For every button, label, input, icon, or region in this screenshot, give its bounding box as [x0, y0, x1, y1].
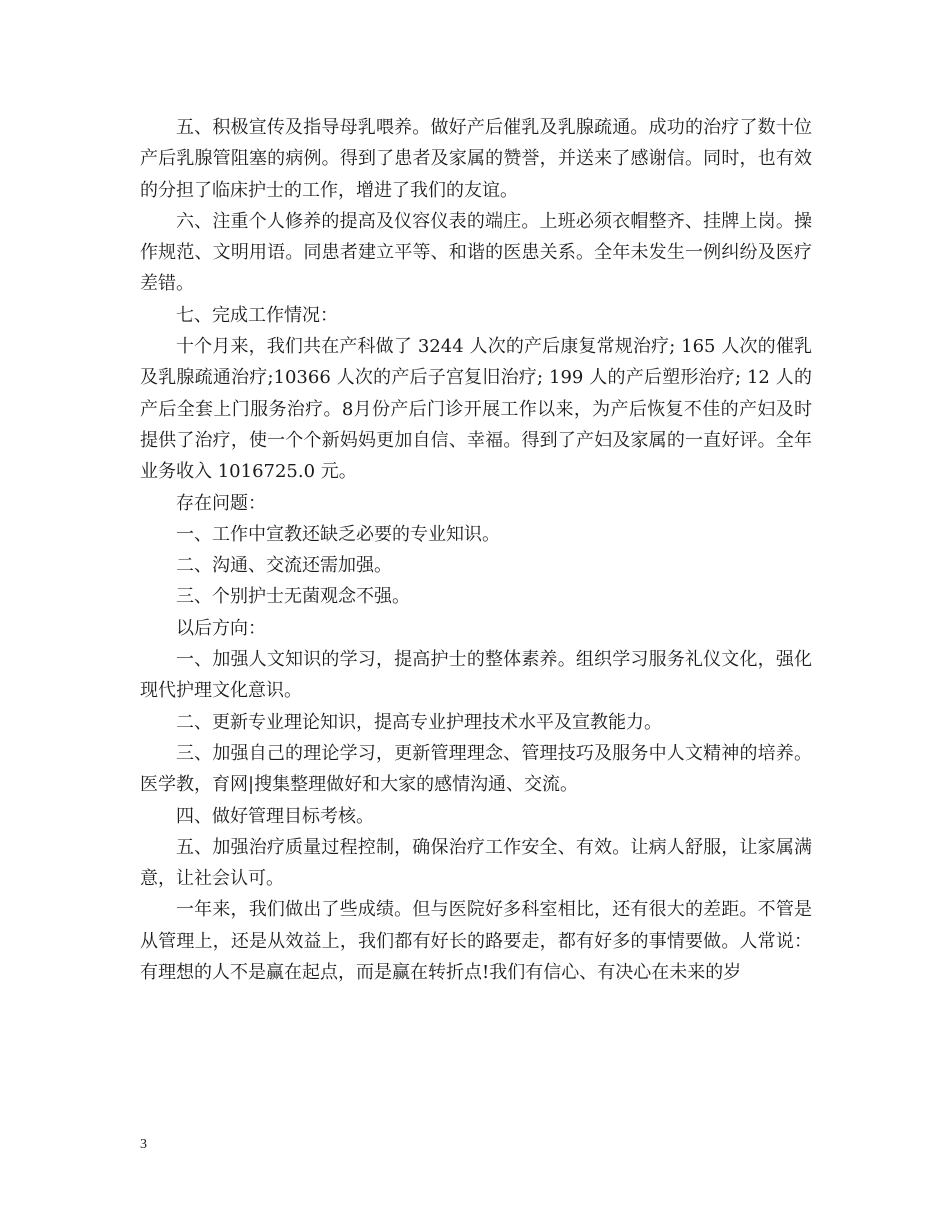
direction-item-4: 四、做好管理目标考核。: [176, 805, 374, 827]
paragraph-work-statistics: 十个月来，我们共在产科做了 3244 人次的产后康复常规治疗; 165 人次的催乳及乳腺疏通治疗;10366 人次的产后子宫复旧治疗; 199 人的产后塑形治疗; 12 人的产后全套上门服务治疗。8月份产后门诊开展工作以来，为产后恢复不佳的产妇及时提供了治疗，使一个个新妈妈更加自信、幸福。得到了产妇及家属的一直好评。全年业务收入 1016725.0 元。: [140, 336, 812, 483]
heading-future-direction: 以后方向：: [176, 617, 266, 639]
heading-work-completion: 七、完成工作情况：: [176, 304, 338, 326]
paragraph-personal-conduct: 六、注重个人修养的提高及仪容仪表的端庄。上班必须衣帽整齐、挂牌上岗。操作规范、文明用语。同患者建立平等、和谐的医患关系。全年未发生一例纠纷及医疗差错。: [140, 210, 812, 295]
document-body: [140, 112, 812, 988]
direction-item-5: 五、加强治疗质量过程控制，确保治疗工作安全、有效。让病人舒服，让家属满意，让社会认可。: [140, 836, 812, 890]
problem-item-1: 一、工作中宣教还缺乏必要的专业知识。: [176, 523, 500, 545]
paragraph-conclusion: 一年来，我们做出了些成绩。但与医院好多科室相比，还有很大的差距。不管是从管理上，还是从效益上，我们都有好长的路要走，都有好多的事情要做。人常说：有理想的人不是赢在起点，而是赢在转折点!我们有信心、有决心在未来的岁: [140, 899, 812, 984]
paragraph-breastfeeding: 五、积极宣传及指导母乳喂养。做好产后催乳及乳腺疏通。成功的治疗了数十位产后乳腺管阻塞的病例。得到了患者及家属的赞誉，并送来了感谢信。同时，也有效的分担了临床护士的工作，增进了我们的友谊。: [140, 117, 812, 201]
direction-item-2: 二、更新专业理论知识，提高专业护理技术水平及宣教能力。: [176, 711, 662, 733]
problem-item-3: 三、个别护士无菌观念不强。: [176, 586, 410, 608]
heading-existing-problems: 存在问题：: [176, 492, 266, 514]
problem-item-2: 二、沟通、交流还需加强。: [176, 555, 392, 577]
page-number: 3: [140, 1137, 147, 1152]
direction-item-1: 一、加强人文知识的学习，提高护士的整体素养。组织学习服务礼仪文化，强化现代护理文化意识。: [140, 649, 812, 702]
direction-item-3: 三、加强自己的理论学习，更新管理理念、管理技巧及服务中人文精神的培养。医学教，育网|搜集整理做好和大家的感情沟通、交流。: [140, 742, 812, 796]
